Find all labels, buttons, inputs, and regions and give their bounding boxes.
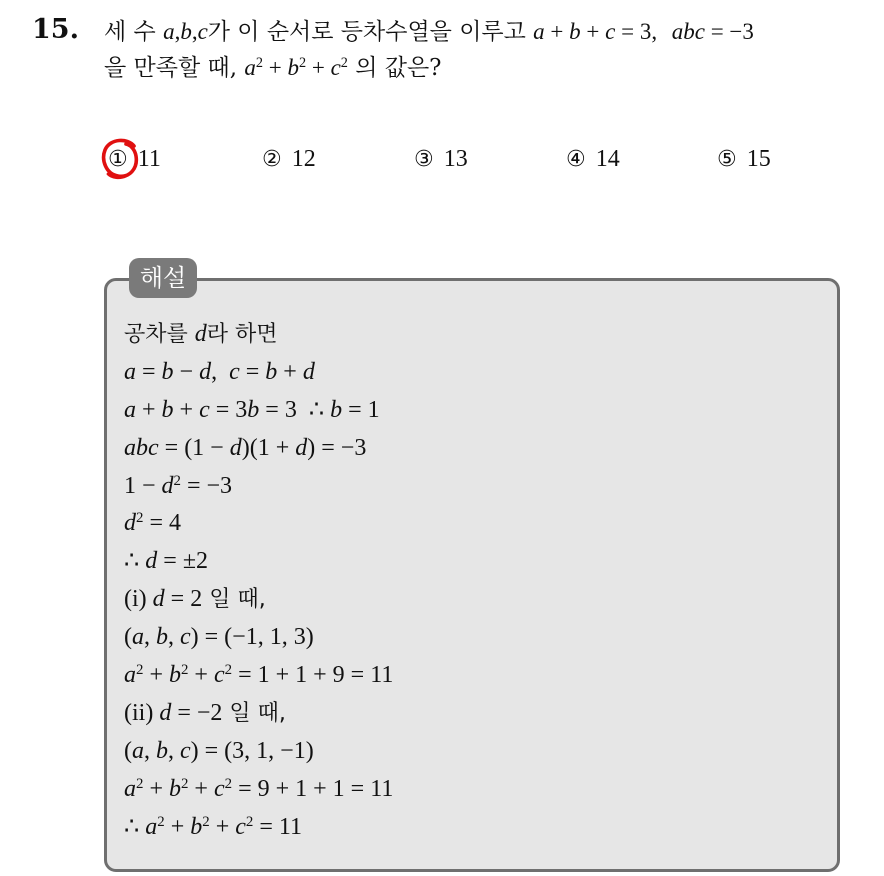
solution-line-13: $a^2 + b^2 + c^2 = 9 + 1 + 1 = 11$ [124,775,394,802]
solution-line-11: (ii) d = −2 일 때, [124,699,286,726]
choice-1[interactable]: ① 11 [108,146,161,172]
solution-line-2: a = b − d, c = b + d [124,358,315,385]
question-text [104,14,874,86]
question-line-1: 세 수 a,b,c가 이 순서로 등차수열을 이루고 a + b + c = 3, abc = −3 [104,19,754,45]
choice-3[interactable]: ③ 13 [414,146,468,172]
answer-choices [0,142,884,182]
solution-body [124,316,393,846]
solution-line-14: ∴ $a^2 + b^2 + c^2 = 11$ [124,813,302,840]
solution-line-7: ∴ d = ±2 [124,548,208,575]
solution-line-5: $1 - d^2 = -3$ [124,472,233,499]
choice-2[interactable]: ② 12 [262,146,316,172]
choice-5[interactable]: ⑤ 15 [717,146,771,172]
solution-line-1: 공차를 d라 하면 [124,321,278,347]
solution-line-9: (a, b, c) = (−1, 1, 3) [124,624,314,651]
solution-line-6: $d^2 = 4$ [124,510,181,537]
solution-line-12: (a, b, c) = (3, 1, −1) [124,737,314,764]
question-line-2: 을 만족할 때, $a^2 + b^2 + c^2$ 의 값은? [104,55,442,81]
choice-4[interactable]: ④ 14 [566,146,620,172]
solution-line-4: abc = (1 − d)(1 + d) = −3 [124,434,367,461]
solution-line-10: $a^2 + b^2 + c^2 = 1 + 1 + 9 = 11$ [124,661,394,689]
solution-line-8: (i) d = 2 일 때, [124,586,266,613]
solution-label: 해설 [129,258,197,298]
solution-line-3: a + b + c = 3b = 3 ∴ b = 1 [124,396,380,423]
question-number: 15. [32,14,79,45]
